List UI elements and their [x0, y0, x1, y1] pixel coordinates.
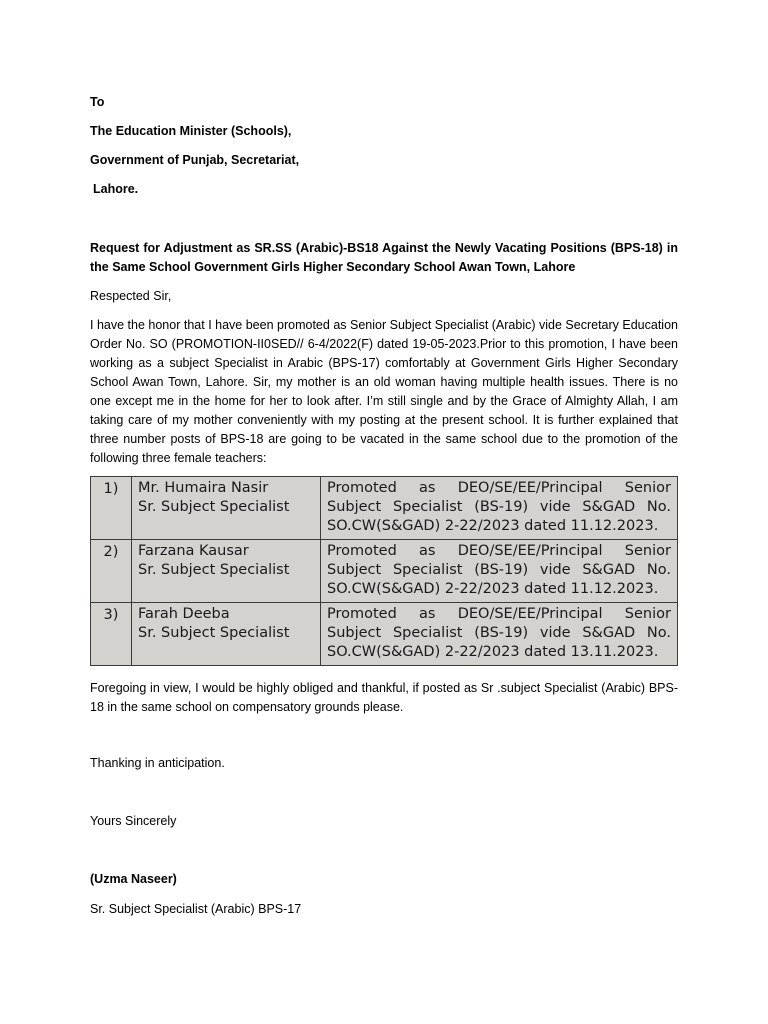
teacher-name: Mr. Humaira Nasir — [138, 480, 269, 496]
promoted-teachers-table — [90, 476, 678, 666]
body-paragraph: I have the honor that I have been promoted as Senior Subject Specialist (Arabic) vide Secretary Education Order No. SO (PROMOTION-II0SED// 6-4/2022(F) dated 19-05-2023.Prior to this promotion, I have been working as a subject Specialist in Arabic (BPS-17) comfortably at Government Girls Higher Secondary School Awan Town, Lahore. Sir, my mother is an old woman having multiple health issues. There is no one except me in the home for her to look after. I’m still single and by the Grace of Almighty Allah, I am taking care of my mother conveniently with my posting at the present school. It is further explained that three number posts of BPS-18 are going to be vacated in the same school due to the promotion of the following three female teachers: — [90, 318, 678, 465]
letter-subject: Request for Adjustment as SR.SS (Arabic)-BS18 Against the Newly Vacating Positions (BPS-18) in the Same School Government Girls Higher Secondary School Awan Town, Lahore — [90, 241, 678, 274]
table-row — [91, 540, 678, 603]
teacher-name: Farzana Kausar — [138, 543, 249, 559]
promotion-details: Promoted as DEO/SE/EE/Principal Senior Subject Specialist (BS-19) vide S&GAD No. SO.CW(S&GAD) 2-22/2023 dated 13.11.2023. — [321, 603, 678, 666]
signoff: Yours Sincerely — [90, 814, 177, 828]
address-city: Lahore. — [93, 182, 139, 196]
promotion-details: Promoted as DEO/SE/EE/Principal Senior Subject Specialist (BS-19) vide S&GAD No. SO.CW(S&GAD) 2-22/2023 dated 11.12.2023. — [321, 540, 678, 603]
thanks-line: Thanking in anticipation. — [90, 756, 225, 770]
closing-paragraph: Foregoing in view, I would be highly obliged and thankful, if posted as Sr .subject Specialist (Arabic) BPS-18 in the same school on compensatory grounds please. — [90, 681, 678, 714]
teacher-name: Farah Deeba — [138, 606, 230, 622]
address-to: To — [90, 95, 105, 109]
signature-title: Sr. Subject Specialist (Arabic) BPS-17 — [90, 902, 302, 916]
address-department: Government of Punjab, Secretariat, — [90, 153, 300, 167]
promotion-details: Promoted as DEO/SE/EE/Principal Senior Subject Specialist (BS-19) vide S&GAD No. SO.CW(S&GAD) 2-22/2023 dated 11.12.2023. — [321, 477, 678, 540]
table-row — [91, 603, 678, 666]
row-number: 2) — [91, 540, 132, 603]
table-row — [91, 477, 678, 540]
teacher-title: Sr. Subject Specialist — [138, 625, 290, 641]
address-recipient: The Education Minister (Schools), — [90, 124, 292, 138]
salutation: Respected Sir, — [90, 289, 172, 303]
teacher-title: Sr. Subject Specialist — [138, 562, 290, 578]
row-number: 1) — [91, 477, 132, 540]
row-number: 3) — [91, 603, 132, 666]
signature-name: (Uzma Naseer) — [90, 872, 177, 886]
teacher-title: Sr. Subject Specialist — [138, 499, 290, 515]
